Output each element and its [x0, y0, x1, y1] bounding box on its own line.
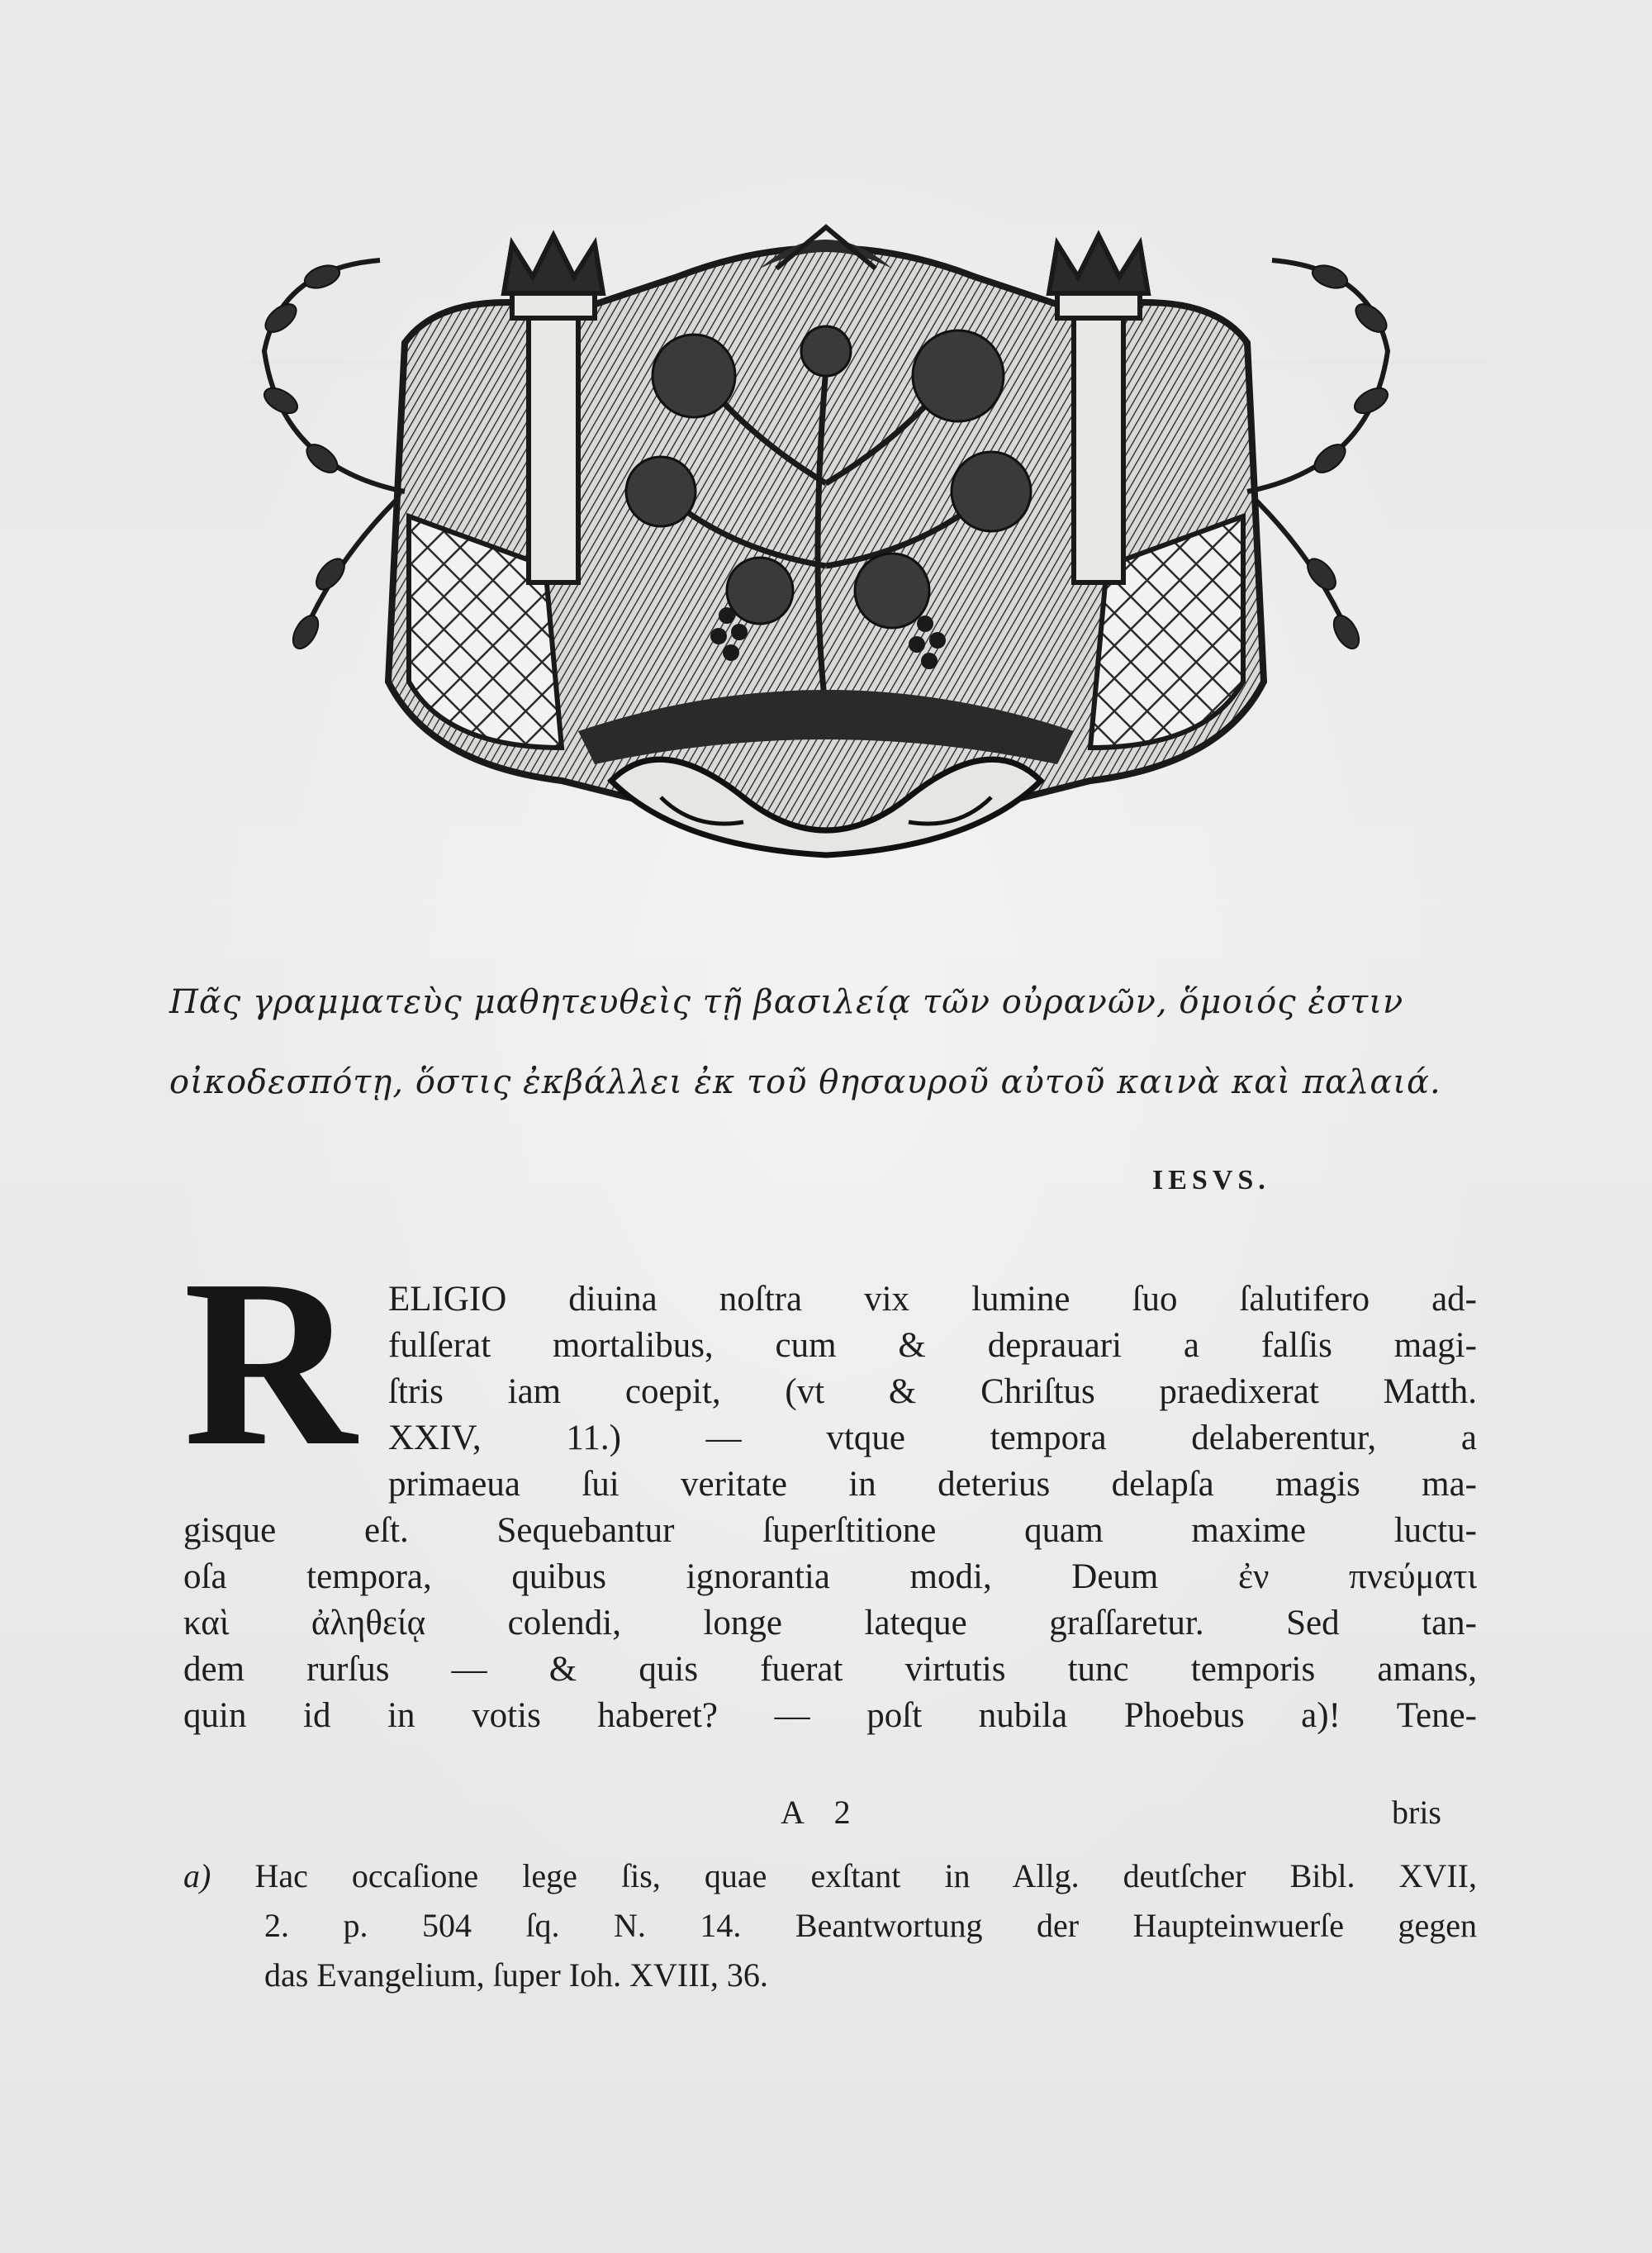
footnote-line [183, 1855, 1477, 1898]
signature-mark: A 2 [781, 1794, 862, 1831]
body-line: καὶ ἀληθείᾳ colendi, longe lateque graſſaretur. Sed tan- [183, 1604, 1477, 1642]
footnote-text: Hac occaſione lege ſis, quae exſtant in Allg. deutſcher Bibl. XVII, [254, 1857, 1478, 1894]
body-line: ELIGIO diuina noſtra vix lumine ſuo ſalutifero ad- [388, 1280, 1477, 1319]
body-line: primaeua ſui veritate in deterius delapſa magis ma- [388, 1465, 1477, 1504]
body-line: dem rurſus — & quis fuerat virtutis tunc temporis amans, [183, 1650, 1477, 1689]
body-line: quin id in votis haberet? — poſt nubila Phoebus a)! Tene- [183, 1696, 1477, 1735]
woodcut-ornament [231, 219, 1421, 863]
footnote-line: 2. p. 504 ſq. N. 14. Beantwortung der Haupteinwuerſe gegen [264, 1907, 1477, 1944]
footnote-marker: a) [183, 1857, 211, 1894]
body-line: fulſerat mortalibus, cum & deprauari a falſis magi- [388, 1326, 1477, 1365]
epigraph-attribution: IESVS. [1152, 1165, 1270, 1195]
drop-cap: R [183, 1230, 357, 1495]
body-line: oſa tempora, quibus ignorantia modi, Deum ἐν πνεύματι [183, 1557, 1477, 1596]
epigraph-line-2: οἰκοδεσπότῃ, ὅστις ἐκβάλλει ἐκ τοῦ θησαυροῦ αὐτοῦ καινὰ καὶ παλαιά. [169, 1063, 1441, 1101]
catchword: bris [1392, 1794, 1441, 1831]
epigraph-line-1: Πᾶς γραμματεὺς μαθητευθεὶς τῇ βασιλείᾳ τῶν οὐρανῶν, ὅμοιός ἐστιν [169, 983, 1404, 1021]
body-line: gisque eſt. Sequebantur ſuperſtitione quam maxime luctu- [183, 1511, 1477, 1550]
body-line: ſtris iam coepit, (vt & Chriſtus praedixerat Matth. [388, 1372, 1477, 1411]
footnote-line: das Evangelium, ſuper Ioh. XVIII, 36. [264, 1956, 768, 1994]
body-line: XXIV, 11.) — vtque tempora delaberentur, a [388, 1419, 1477, 1457]
